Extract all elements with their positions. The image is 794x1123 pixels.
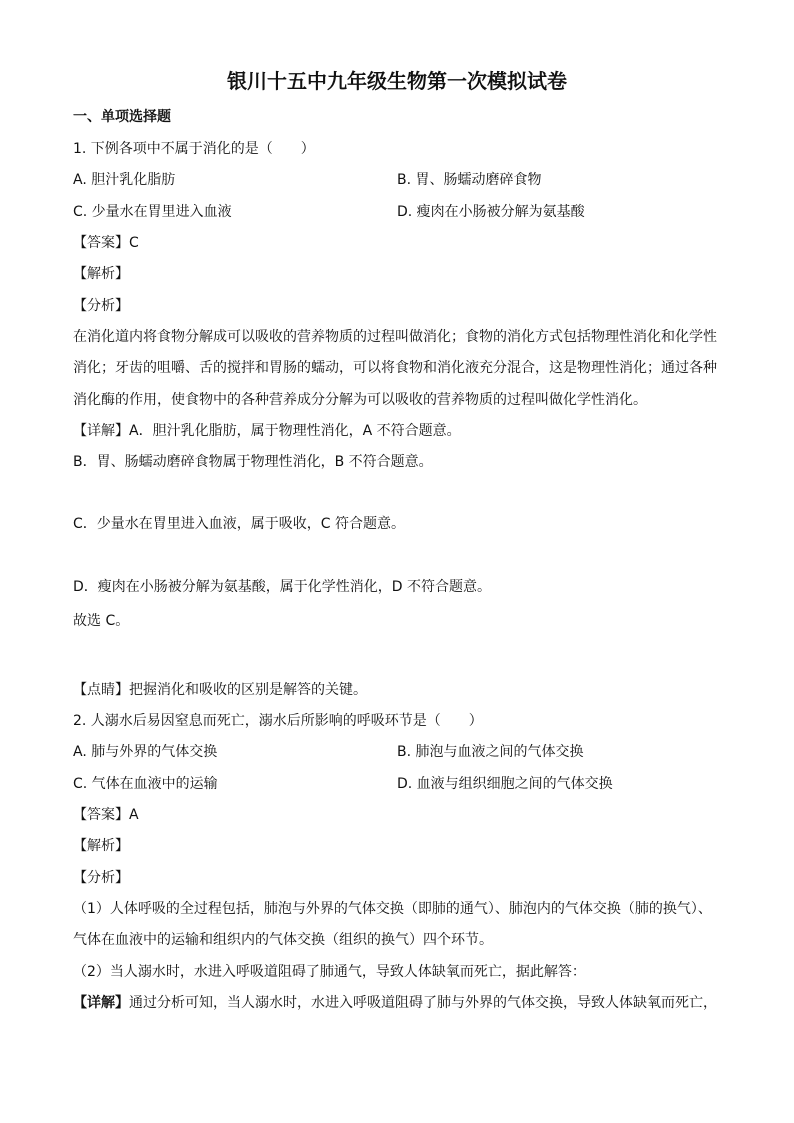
question-1-fenxi-line-3: 消化酶的作用，使食物中的各种营养成分分解为可以吸收的营养物质的过程叫做化学性消化。 (73, 392, 647, 408)
question-2-choice-b: B. 肺泡与血液之间的气体交换 (397, 744, 584, 760)
question-1-stem: 1. 下例各项中不属于消化的是（ ） (73, 141, 315, 157)
question-2-detail-label: 【详解】 (73, 995, 129, 1011)
question-2-answer: 【答案】A (73, 807, 139, 823)
question-1-fenxi-label: 【分析】 (73, 298, 129, 314)
question-2-analysis-label: 【解析】 (73, 838, 129, 854)
question-1-conclusion: 故选 C。 (73, 613, 130, 629)
question-2-fenxi-label: 【分析】 (73, 870, 129, 886)
question-2-choice-c: C. 气体在血液中的运输 (73, 776, 218, 792)
question-2-choice-d: D. 血液与组织细胞之间的气体交换 (397, 776, 613, 792)
question-1-detail-a-text: A．胆汁乳化脂肪，属于物理性消化，A 不符合题意。 (129, 423, 461, 439)
question-1-choice-d: D. 瘦肉在小肠被分解为氨基酸 (397, 204, 585, 220)
page-title: 银川十五中九年级生物第一次模拟试卷 (227, 69, 567, 93)
question-2-stem: 2. 人溺水后易因窒息而死亡，溺水后所影响的呼吸环节是（ ） (73, 713, 483, 729)
question-1-answer: 【答案】C (73, 235, 139, 251)
question-1-choice-b: B. 胃、肠蠕动磨碎食物 (397, 172, 542, 188)
question-1-detail-d: D．瘦肉在小肠被分解为氨基酸，属于化学性消化，D 不符合题意。 (73, 579, 492, 595)
question-1-analysis-label: 【解析】 (73, 266, 129, 282)
question-1-detail-c: C．少量水在胃里进入血液，属于吸收，C 符合题意。 (73, 516, 405, 532)
question-1-dianjing-label: 【点睛】 (73, 682, 129, 698)
question-1-detail-a (73, 421, 461, 441)
question-2-fenxi-line-3: （2）当人溺水时，水进入呼吸道阻碍了肺通气，导致人体缺氧而死亡，据此解答： (73, 964, 586, 980)
question-1-dianjing-text: 把握消化和吸收的区别是解答的关键。 (129, 682, 367, 698)
question-2-choice-a: A. 肺与外界的气体交换 (73, 744, 218, 760)
question-1-dianjing (73, 680, 367, 700)
question-1-fenxi-line-2: 消化；牙齿的咀嚼、舌的搅拌和胃肠的蠕动，可以将食物和消化液充分混合，这是物理性消化；通过各种 (73, 360, 717, 376)
question-1-detail-b: B．胃、肠蠕动磨碎食物属于物理性消化，B 不符合题意。 (73, 454, 433, 470)
question-2-detail-text: 通过分析可知，当人溺水时，水进入呼吸道阻碍了肺与外界的气体交换，导致人体缺氧而死亡， (129, 995, 717, 1011)
question-2-fenxi-line-2: 气体在血液中的运输和组织内的气体交换（组织的换气）四个环节。 (73, 932, 493, 948)
question-1-choice-c: C. 少量水在胃里进入血液 (73, 204, 232, 220)
question-1-fenxi-line-1: 在消化道内将食物分解成可以吸收的营养物质的过程叫做消化；食物的消化方式包括物理性消化和化学性 (73, 329, 717, 345)
question-1-choice-a: A. 胆汁乳化脂肪 (73, 172, 176, 188)
question-2-detail (73, 993, 717, 1013)
question-2-fenxi-line-1: （1）人体呼吸的全过程包括，肺泡与外界的气体交换（即肺的通气）、肺泡内的气体交换（肺的换气）、 (73, 901, 712, 917)
section-heading: 一、单项选择题 (73, 109, 171, 125)
question-1-detail-label: 【详解】 (73, 423, 129, 439)
